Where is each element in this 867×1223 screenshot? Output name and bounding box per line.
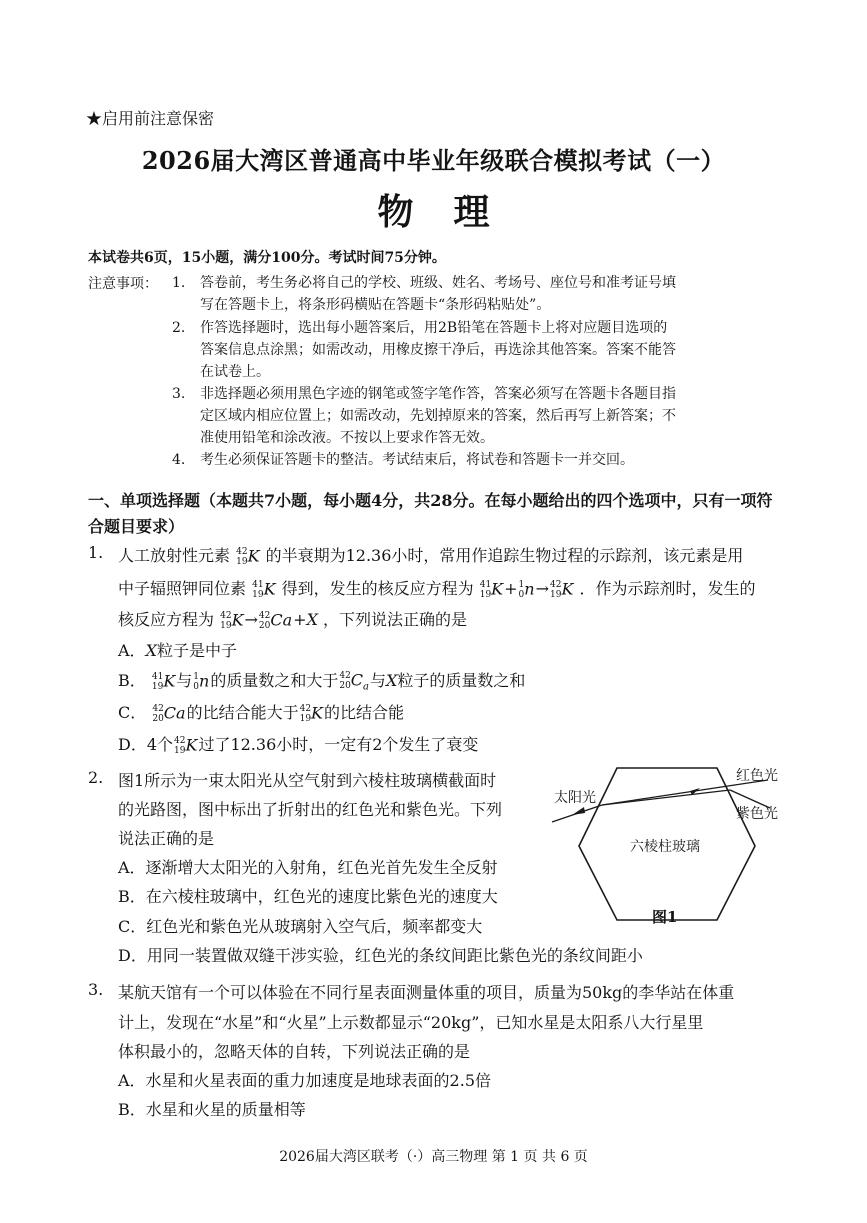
violet-ray-inside bbox=[602, 790, 730, 805]
note-item-1 bbox=[172, 272, 786, 316]
section-title: 一、单项选择题（本题共7小题，每小题4分，共28分。在每小题给出的四个选项中，只有一项符合题目要求） bbox=[88, 491, 773, 536]
atomic-number: 19 bbox=[236, 556, 248, 567]
element-symbol: n bbox=[524, 579, 535, 598]
q1-text: 的半衰期为12.36小时，常用作追踪生物过程的示踪剂，该元素是用 bbox=[265, 546, 744, 565]
element-symbol: K bbox=[185, 735, 198, 754]
element-subscript: a bbox=[363, 681, 370, 693]
nuclide-ca42 bbox=[339, 671, 369, 693]
q1-line-1 bbox=[118, 543, 743, 567]
plus-sign: + bbox=[293, 610, 307, 629]
nuclide-k42 bbox=[174, 736, 197, 756]
mass-number: 1 bbox=[518, 579, 525, 590]
q1-text: ，下列说法正确的是 bbox=[323, 610, 468, 629]
mass-number: 41 bbox=[151, 671, 164, 682]
option-text: 与 bbox=[370, 671, 387, 690]
nuclide-ca42 bbox=[259, 611, 292, 631]
q1-option-d[interactable] bbox=[118, 732, 478, 756]
figure-hexagonal-prism bbox=[540, 760, 790, 930]
nuclide-k41 bbox=[252, 580, 275, 600]
sun-light-label: 太阳光 bbox=[554, 790, 596, 806]
nuclide-ca42 bbox=[152, 704, 185, 724]
note-item-4 bbox=[172, 449, 786, 471]
note-line: 答案信息点涂黑；如需改动，用橡皮擦干净后，再选涂其他答案。答案不能答 bbox=[200, 342, 676, 358]
q1-option-b[interactable] bbox=[118, 668, 525, 692]
element-symbol: Ca bbox=[270, 610, 293, 629]
question-number: 3. bbox=[88, 980, 104, 999]
mass-number: 42 bbox=[339, 670, 351, 681]
nuclide-k41 bbox=[152, 672, 175, 692]
confidential-label: ★启用前注意保密 bbox=[86, 109, 215, 128]
plus-sign: + bbox=[504, 579, 518, 598]
nuclide-k42 bbox=[300, 704, 323, 724]
particle-x: X bbox=[145, 641, 157, 660]
option-text: 与 bbox=[176, 671, 193, 690]
notes-label: 注意事项： bbox=[88, 276, 158, 292]
glass-label: 六棱柱玻璃 bbox=[630, 839, 700, 855]
atomic-number: 19 bbox=[174, 745, 186, 756]
atomic-number: 20 bbox=[258, 620, 271, 631]
option-text: 的比结合能 bbox=[324, 703, 405, 722]
note-item-2 bbox=[172, 317, 786, 383]
note-number: 2. bbox=[172, 320, 186, 336]
exam-title: 2026届大湾区普通高中毕业年级联合模拟考试（一） bbox=[141, 146, 726, 175]
mass-number: 42 bbox=[299, 703, 312, 714]
q3-line-2: 计上，发现在“水星”和“火星”上示数都显示“20kg”，已知水星是太阳系八大行星里 bbox=[118, 1013, 704, 1032]
mass-number: 1 bbox=[193, 671, 200, 682]
q2-option-d[interactable]: D．用同一装置做双缝干涉实验，红色光的条纹间距比紫色光的条纹间距小 bbox=[118, 946, 643, 965]
q1-option-c[interactable] bbox=[118, 700, 404, 724]
q1-option-a[interactable] bbox=[118, 638, 237, 661]
question-number: 1. bbox=[88, 543, 104, 562]
q1-text: ．作为示踪剂时，发生的 bbox=[579, 579, 756, 598]
note-line: 定区域内相应位置上；如需改动，先划掉原来的答案，然后再写上新答案；不 bbox=[200, 408, 676, 424]
option-text: 4个 bbox=[146, 735, 174, 754]
note-number: 4. bbox=[172, 452, 186, 468]
option-text: 粒子是中子 bbox=[156, 641, 237, 660]
arrow-sign: → bbox=[244, 610, 258, 629]
atomic-number: 19 bbox=[549, 589, 562, 600]
element-symbol: n bbox=[199, 671, 210, 690]
q1-text: 人工放射性元素 bbox=[118, 546, 231, 565]
incident-arrow bbox=[572, 807, 585, 815]
subject-title: 物理 bbox=[377, 191, 530, 233]
option-letter: B． bbox=[118, 671, 146, 690]
note-line: 在试卷上。 bbox=[200, 364, 270, 380]
mass-number: 42 bbox=[236, 546, 248, 557]
q2-line-3: 说法正确的是 bbox=[118, 829, 215, 848]
nuclide-k42 bbox=[220, 611, 243, 631]
mass-number: 41 bbox=[479, 579, 492, 590]
note-line: 考生必须保证答题卡的整洁。考试结束后，将试卷和答题卡一并交回。 bbox=[200, 452, 634, 468]
red-light-label: 红色光 bbox=[736, 768, 778, 784]
note-number: 3. bbox=[172, 386, 186, 402]
atomic-number: 20 bbox=[339, 680, 351, 691]
option-letter: C． bbox=[118, 703, 147, 722]
arrow-sign: → bbox=[535, 579, 549, 598]
note-line: 非选择题必须用黑色字迹的钢笔或签字笔作答，答案必须写在答题卡各题目指 bbox=[200, 386, 676, 402]
option-text: 过了12.36小时，一定有2个发生了衰变 bbox=[198, 735, 479, 754]
option-text: 的质量数之和大于 bbox=[210, 671, 339, 690]
element-symbol: K bbox=[561, 579, 574, 598]
nuclide-k42 bbox=[550, 580, 573, 600]
q3-line-3: 体积最小的，忽略天体的自转，下列说法正确的是 bbox=[118, 1042, 471, 1061]
note-line: 答卷前，考生务必将自己的学校、班级、姓名、考场号、座位号和准考证号填 bbox=[200, 275, 676, 291]
page-footer: 2026届大湾区联考（·）高三物理 第 1 页 共 6 页 bbox=[279, 1149, 588, 1165]
q1-line-3 bbox=[118, 607, 467, 631]
option-text: 的比结合能大于 bbox=[186, 703, 299, 722]
note-line: 写在答题卡上，将条形码横贴在答题卡“条形码粘贴处”。 bbox=[200, 297, 551, 313]
note-item-3 bbox=[172, 383, 786, 449]
mass-number: 42 bbox=[174, 735, 186, 746]
nuclide-neutron bbox=[519, 580, 535, 600]
q3-option-a[interactable]: A．水星和火星表面的重力加速度是地球表面的2.5倍 bbox=[118, 1071, 492, 1090]
element-symbol: C bbox=[350, 670, 364, 690]
q2-line-1: 图1所示为一束太阳光从空气射到六棱柱玻璃横截面时 bbox=[118, 771, 497, 790]
q2-option-c[interactable]: C．红色光和紫色光从玻璃射入空气后，频率都变大 bbox=[118, 917, 483, 936]
q1-text: 得到，发生的核反应方程为 bbox=[281, 579, 474, 598]
mass-number: 42 bbox=[258, 610, 271, 621]
element-symbol: K bbox=[311, 703, 323, 722]
note-number: 1. bbox=[172, 275, 186, 291]
q1-text: 中子辐照钾同位素 bbox=[118, 579, 247, 598]
atomic-number: 19 bbox=[479, 589, 492, 600]
option-letter: D． bbox=[118, 735, 147, 754]
nuclide-k42 bbox=[236, 547, 259, 567]
atomic-number: 0 bbox=[518, 589, 525, 600]
q3-option-b[interactable]: B．水星和火星的质量相等 bbox=[118, 1100, 306, 1119]
particle-x: X bbox=[386, 671, 398, 690]
q2-option-b[interactable]: B．在六棱柱玻璃中，红色光的速度比紫色光的速度大 bbox=[118, 887, 498, 906]
nuclide-neutron bbox=[193, 672, 209, 692]
option-letter: A． bbox=[118, 641, 146, 660]
element-symbol: K bbox=[163, 671, 176, 690]
note-line: 准使用铅笔和涂改液。不按以上要求作答无效。 bbox=[200, 430, 494, 446]
mass-number: 41 bbox=[252, 579, 264, 590]
figure-caption: 图1 bbox=[652, 908, 678, 926]
q2-line-2: 的光路图，图中标出了折射出的红色光和紫色光。下列 bbox=[118, 800, 503, 819]
q2-option-a[interactable]: A．逐渐增大太阳光的入射角，红色光首先发生全反射 bbox=[118, 858, 498, 877]
option-text: 粒子的质量数之和 bbox=[397, 671, 526, 690]
atomic-number: 19 bbox=[252, 589, 264, 600]
mass-number: 42 bbox=[549, 579, 562, 590]
nuclide-k41 bbox=[480, 580, 503, 600]
atomic-number: 20 bbox=[152, 713, 164, 724]
element-symbol: K bbox=[247, 546, 260, 565]
atomic-number: 0 bbox=[193, 681, 200, 692]
atomic-number: 19 bbox=[220, 620, 232, 631]
element-symbol: Ca bbox=[163, 703, 186, 722]
element-symbol: K bbox=[263, 579, 276, 598]
exam-info: 本试卷共6页，15小题，满分100分。考试时间75分钟。 bbox=[88, 250, 446, 266]
q1-line-2 bbox=[118, 576, 756, 600]
mass-number: 42 bbox=[220, 610, 232, 621]
violet-light-label: 紫色光 bbox=[736, 806, 778, 822]
q1-text: 核反应方程为 bbox=[118, 610, 215, 629]
particle-x: X bbox=[306, 610, 318, 629]
mass-number: 42 bbox=[152, 703, 164, 714]
atomic-number: 19 bbox=[151, 681, 164, 692]
question-number: 2. bbox=[88, 768, 104, 787]
atomic-number: 19 bbox=[299, 713, 312, 724]
element-symbol: K bbox=[231, 610, 244, 629]
note-line: 作答选择题时，选出每小题答案后，用2B铅笔在答题卡上将对应题目选项的 bbox=[200, 320, 668, 336]
element-symbol: K bbox=[491, 579, 504, 598]
q3-line-1: 某航天馆有一个可以体验在不同行星表面测量体重的项目，质量为50kg的李华站在体重 bbox=[118, 983, 735, 1002]
